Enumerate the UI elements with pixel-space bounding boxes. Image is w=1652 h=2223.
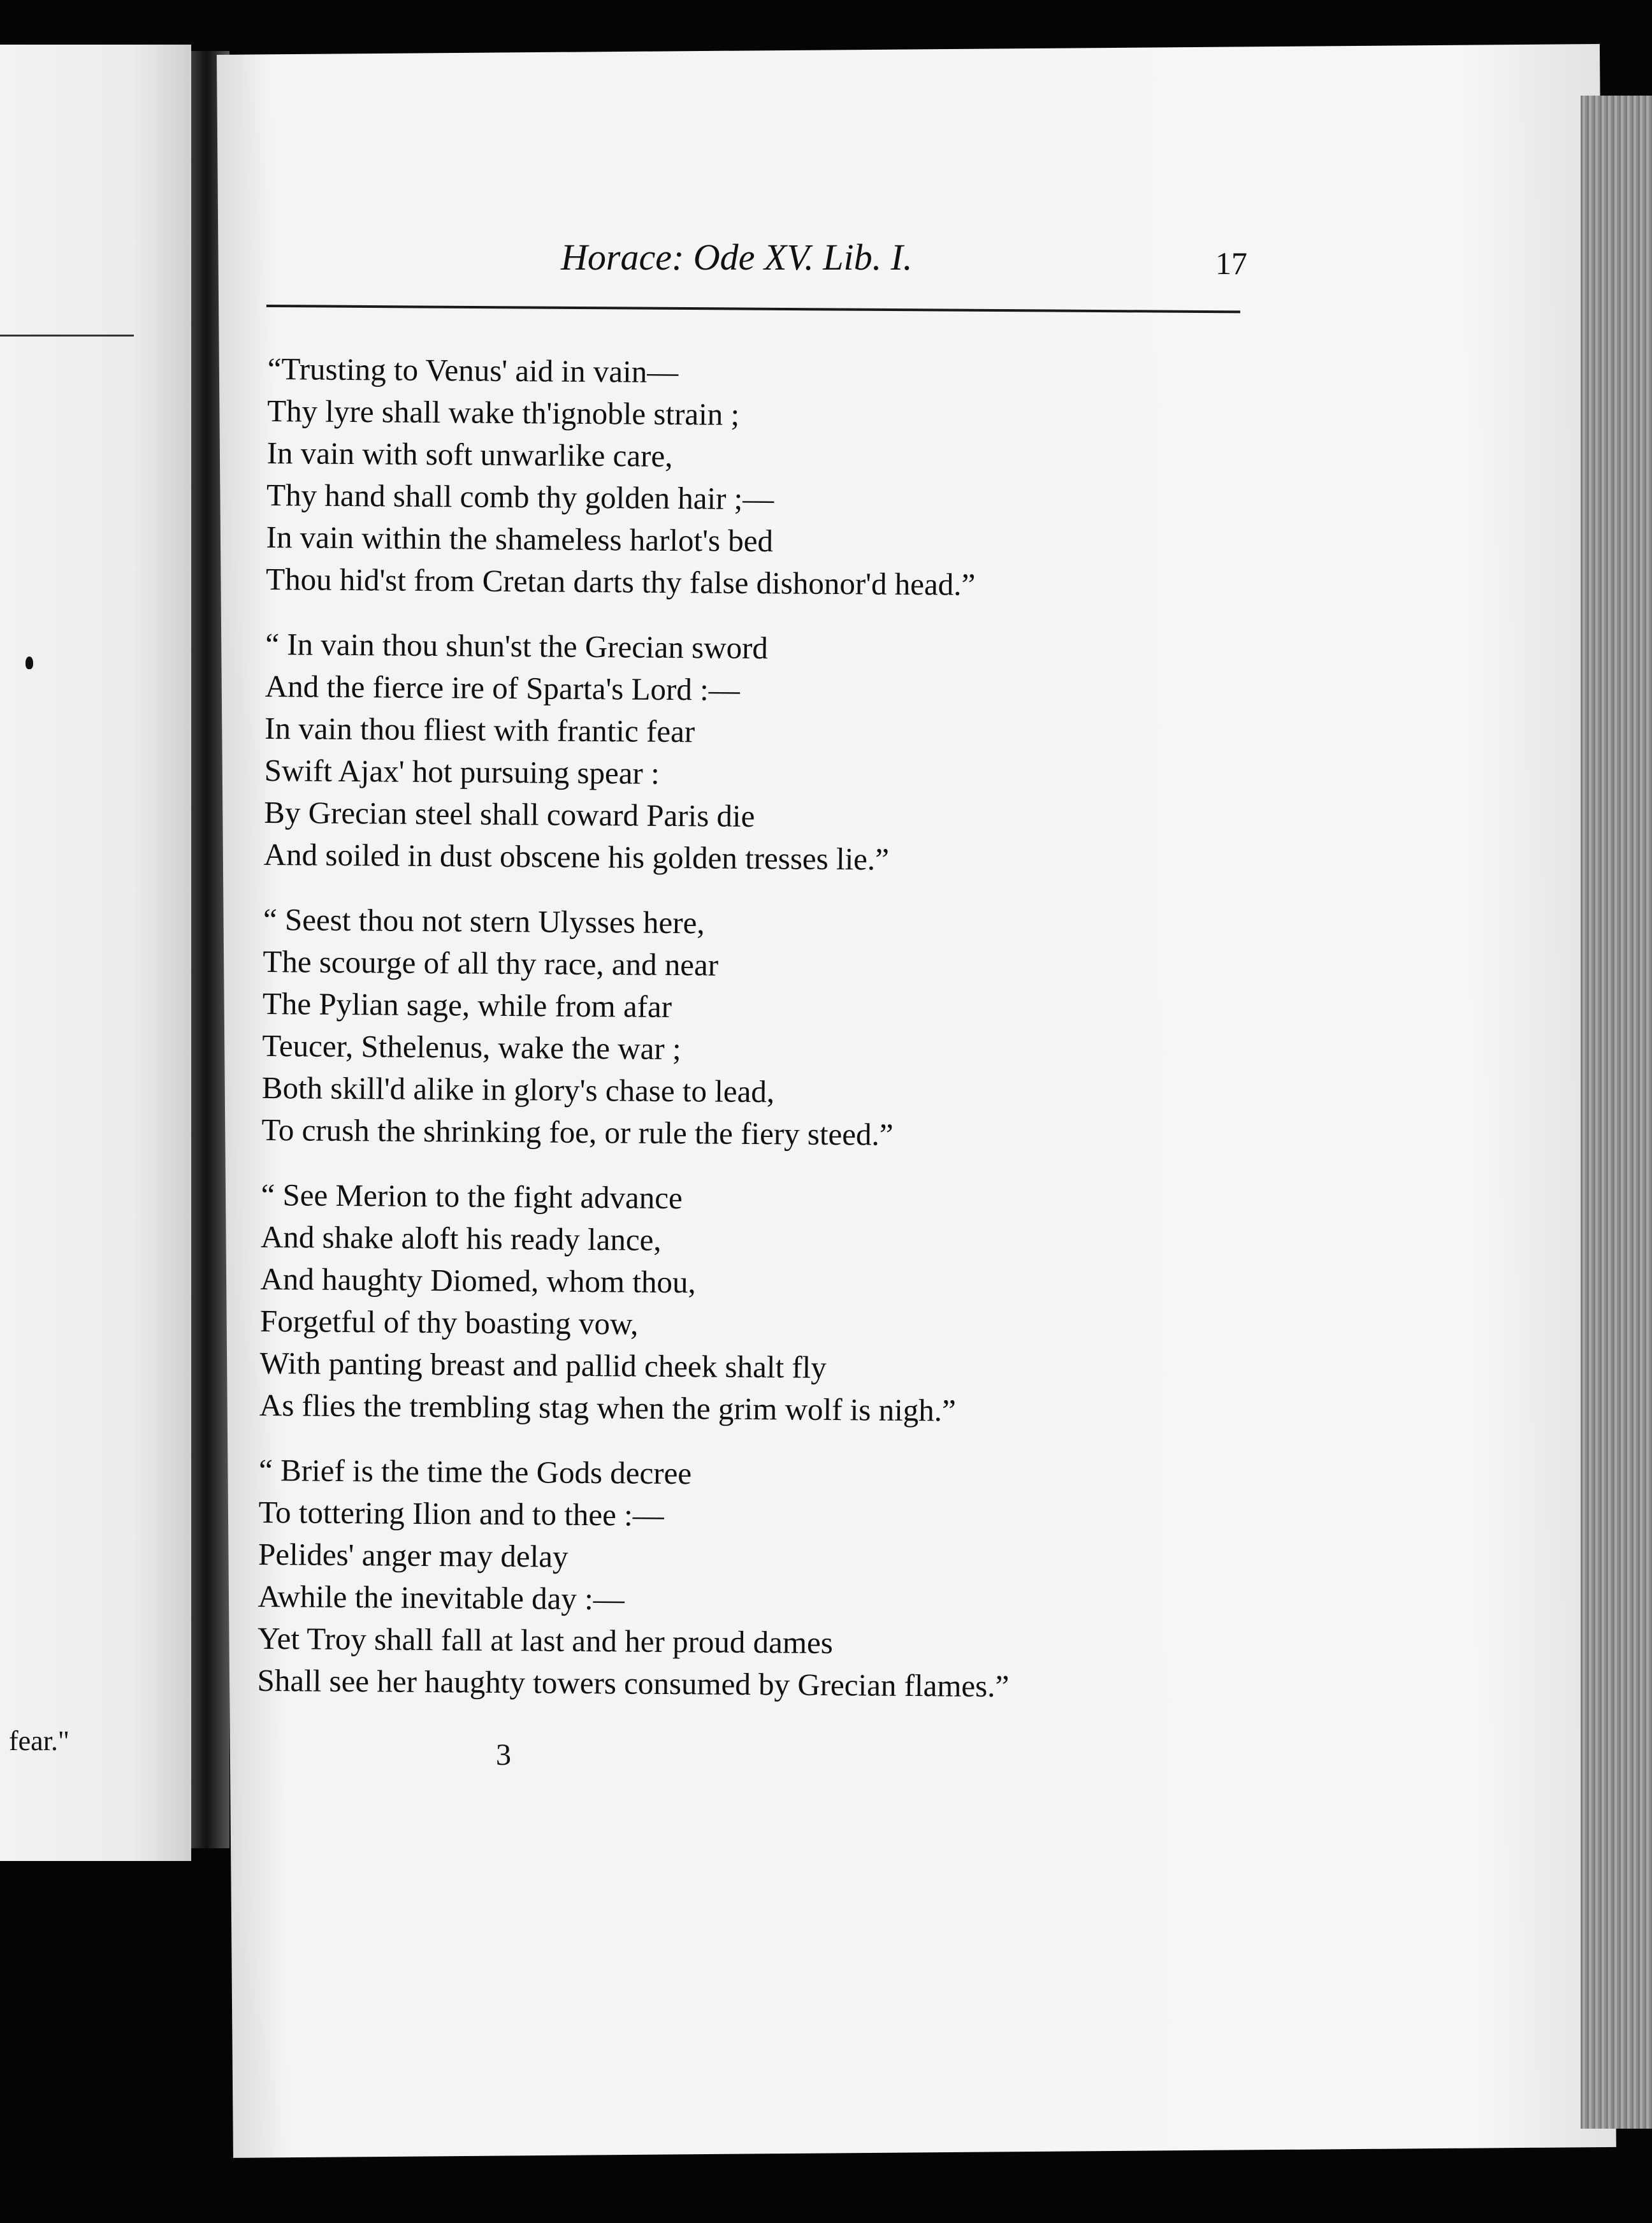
poem-line: Teucer, Sthelenus, wake the war ; [262,1027,681,1067]
poem-line: “ See Merion to the fight advance [261,1177,683,1216]
poem-line: By Grecian steel shall coward Paris die [264,794,755,834]
stanza [261,899,1283,1159]
poem-text [257,348,1287,1732]
poem-line: Thy hand shall comb thy golden hair ;— [266,477,774,517]
poem-line: Thy lyre shall wake th'ignoble strain ; [267,393,740,432]
stanza [257,1449,1279,1710]
poem-line: And the fierce ire of Sparta's Lord :— [264,668,740,707]
stanza [259,1174,1281,1435]
poem-line: “ In vain thou shun'st the Grecian sword [265,626,769,666]
left-page-rule [0,335,134,337]
poem-line: The Pylian sage, while from afar [262,985,672,1025]
poem-line: Thou hid'st from Cretan darts thy false dishonor'd head.” [265,561,976,602]
poem-line: Both skill'd alike in glory's chase to lead, [261,1069,775,1110]
poem-line: In vain thou fliest with frantic fear [264,710,695,749]
running-head [331,191,1351,281]
running-title: Horace: Ode XV. Lib. I. [561,236,913,278]
poem-line: Shall see her haughty towers consumed by Grecian flames.” [257,1662,1010,1704]
page-number: 17 [1215,245,1247,281]
poem-line: To crush the shrinking foe, or rule the fiery steed.” [261,1112,894,1152]
left-page [0,45,191,1861]
signature-mark: 3 [496,1738,511,1772]
poem-line: Swift Ajax' hot pursuing spear : [264,752,660,791]
poem-line: And soiled in dust obscene his golden tresses lie.” [263,836,890,877]
stanza [266,348,1287,609]
poem-line: Forgetful of thy boasting vow, [259,1303,639,1342]
poem-line: Awhile the inevitable day :— [257,1578,625,1617]
page-edges [1581,96,1652,2129]
poem-line: “ Seest thou not stern Ulysses here, [263,901,705,941]
ink-mark [25,656,33,669]
poem-line: Pelides' anger may delay [257,1536,569,1574]
poem-line: The scourge of all thy race, and near [263,943,719,983]
poem-line: As flies the trembling stag when the grim wolf is nigh.” [259,1387,956,1428]
poem-line: “ Brief is the time the Gods decree [258,1452,692,1491]
poem-line: “Trusting to Venus' aid in vain— [267,351,679,390]
poem-line: And shake aloft his ready lance, [260,1219,662,1257]
poem-line: With panting breast and pallid cheek shalt fly [259,1345,827,1385]
poem-line: In vain within the shameless harlot's bed [266,519,774,559]
poem-line: Yet Troy shall fall at last and her proud dames [257,1620,834,1661]
poem-line: And haughty Diomed, whom thou, [260,1261,696,1300]
stanza [263,623,1285,884]
poem-line: To tottering Ilion and to thee :— [258,1494,665,1533]
left-page-fragment: fear." [9,1725,69,1756]
poem-line: In vain with soft unwarlike care, [266,435,673,474]
